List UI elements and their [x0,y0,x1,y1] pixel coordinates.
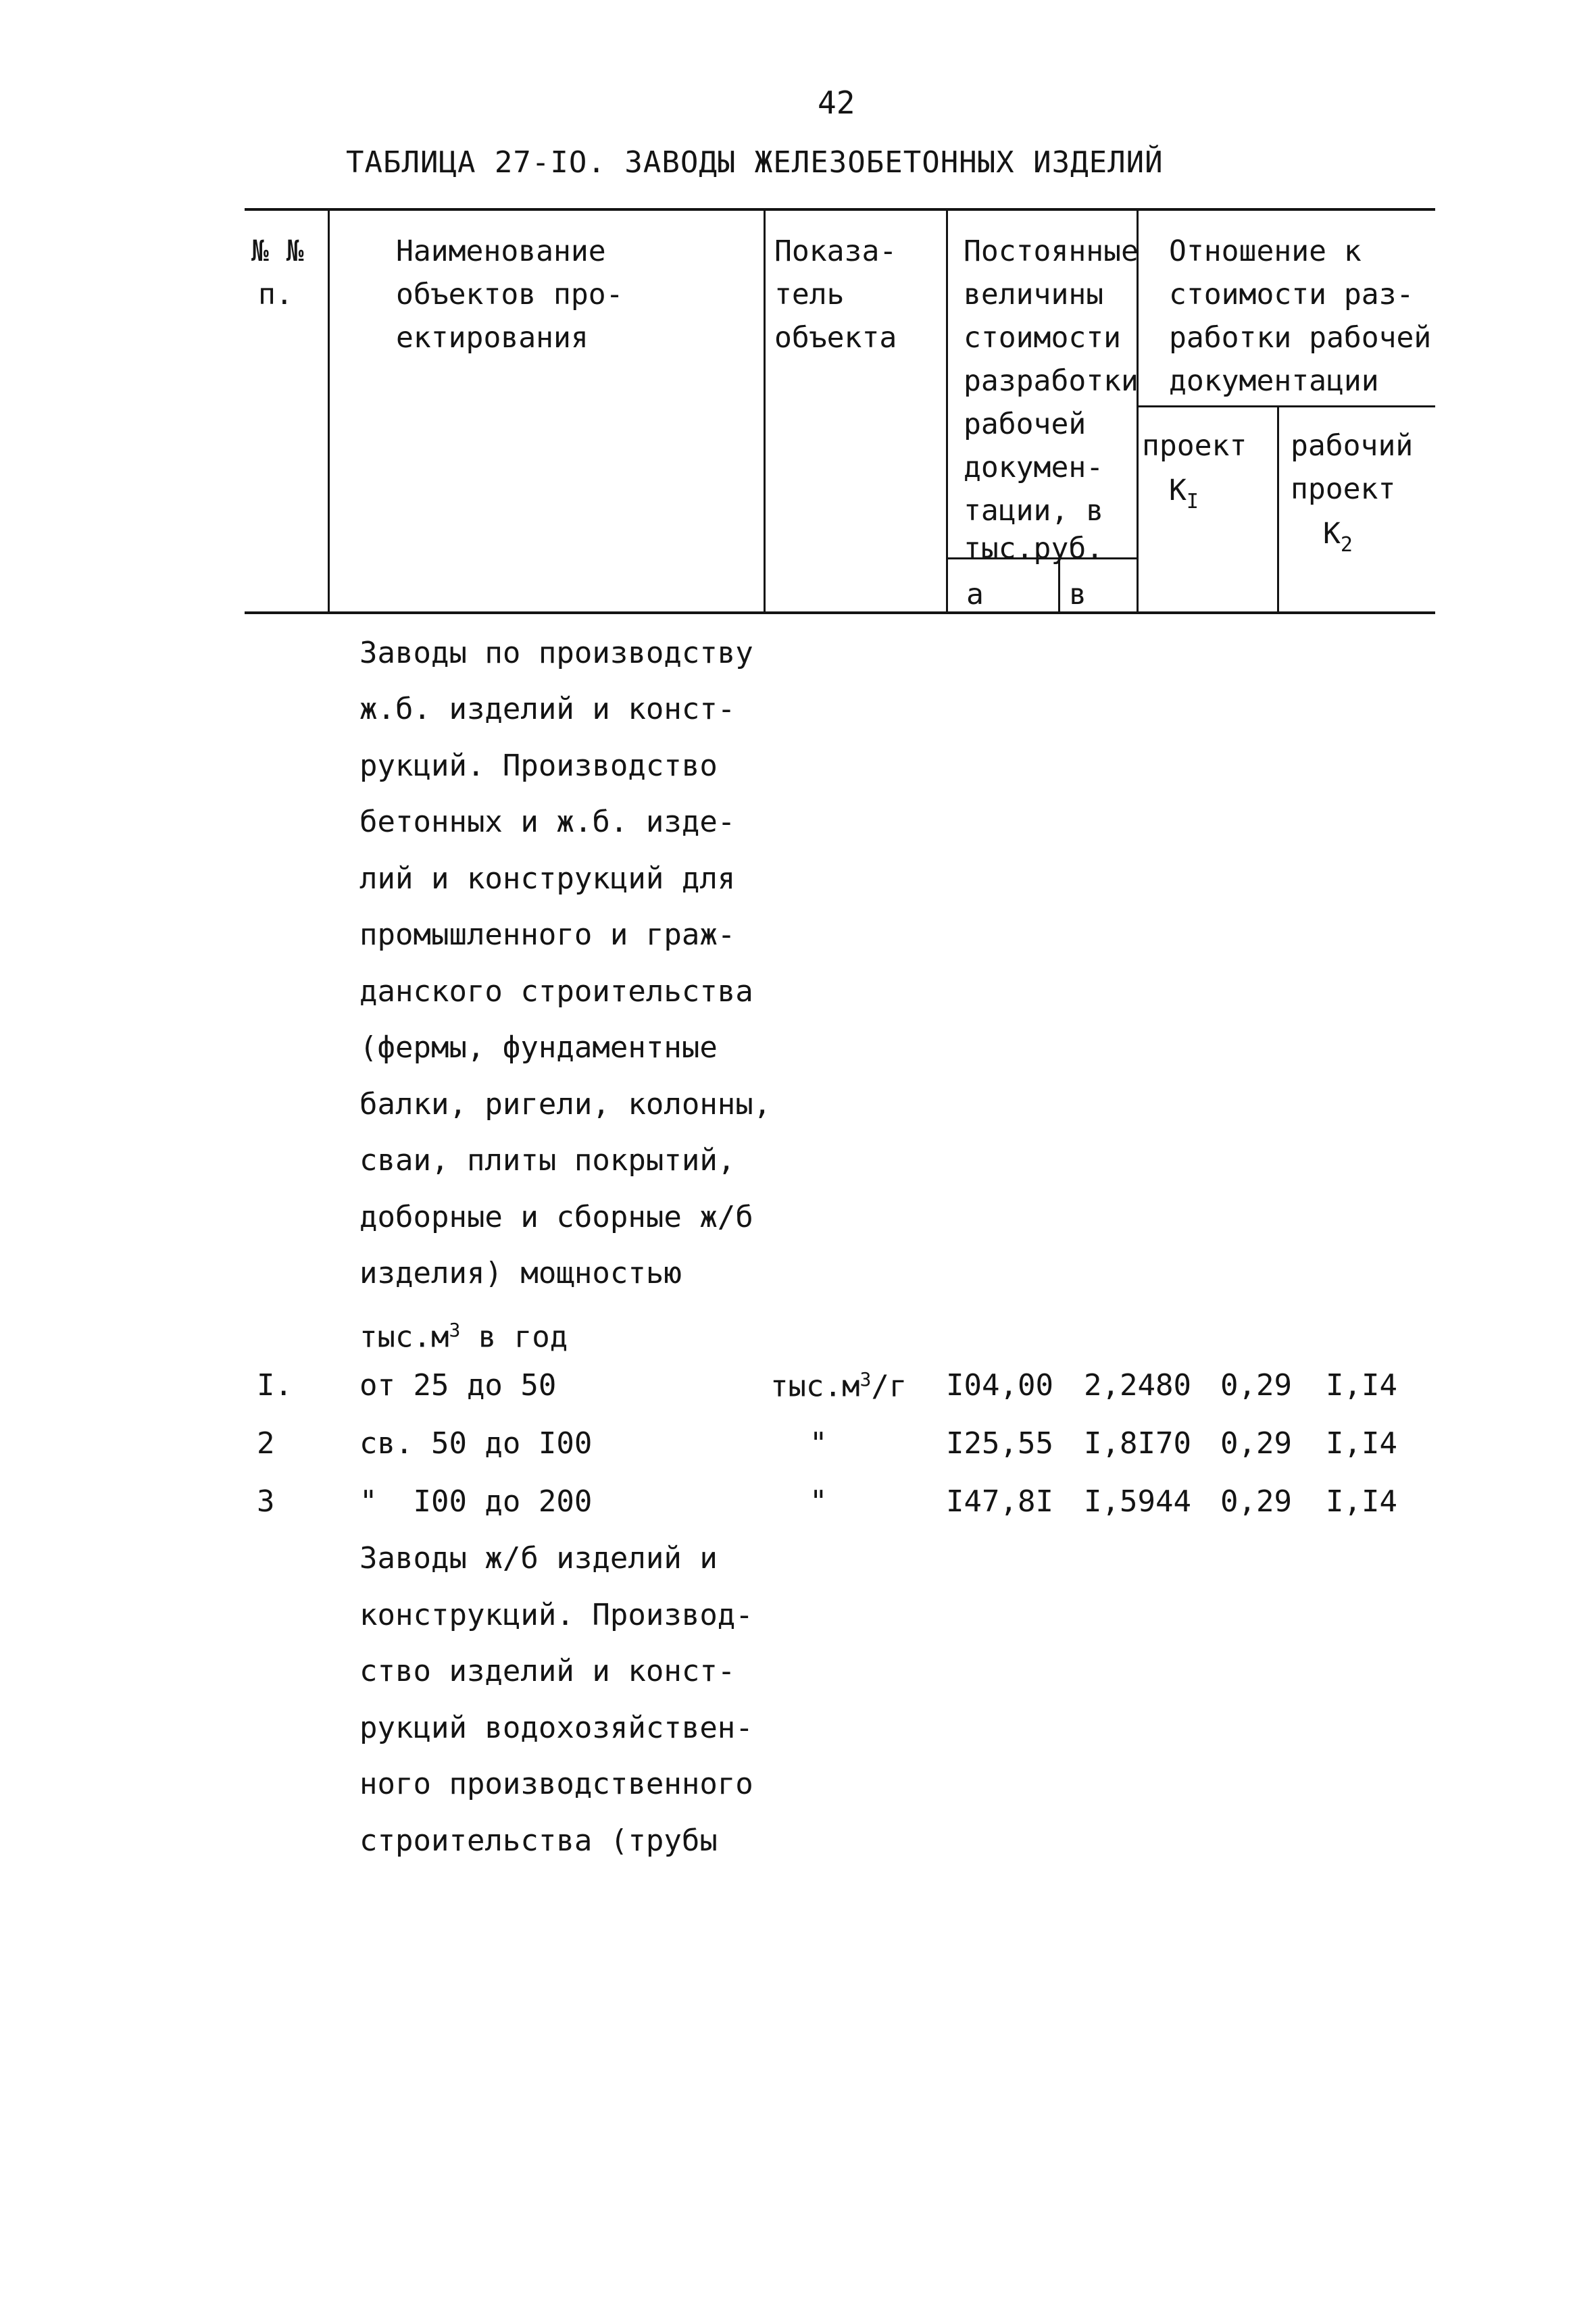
header-constants-line6: докумен- [964,451,1104,484]
section2-line: Заводы ж/б изделий и [359,1541,718,1576]
section1-line: промышленного и граж- [359,917,736,952]
header-indicator-line2: тель [774,278,845,311]
row-value-k1: 0,29 [1220,1426,1292,1461]
header-divider-1 [328,208,330,613]
row-name: от 25 до 50 [359,1368,557,1403]
section1-unit-line: $тыс.м^3$ в год [359,1319,568,1355]
row-value-b: 2,2480 [1084,1368,1191,1403]
header-divider-3 [946,208,948,613]
header-name-line2: объектов про- [396,278,624,311]
header-num-line1: № № [251,234,304,268]
header-constants-line5: рабочей [964,407,1087,441]
header-col-a: а [966,578,984,611]
section2-line: ного производственного [359,1767,753,1801]
header-num-line2: п. [258,278,293,311]
row-value-k2: I,I4 [1326,1368,1397,1403]
header-indicator-line3: объекта [774,321,897,355]
header-divider-2 [764,208,766,613]
header-k1-label: проект [1142,429,1247,463]
section2-line: конструкций. Производ- [359,1598,753,1632]
row-value-k2: I,I4 [1326,1426,1397,1461]
row-value-a: I47,8I [946,1484,1053,1519]
row-value-k1: 0,29 [1220,1368,1292,1403]
section1-line: рукций. Производство [359,749,718,783]
row-unit: " [809,1484,828,1519]
header-k2-symbol: $K_2$ [1323,517,1353,557]
row-num: I. [257,1368,293,1403]
header-bottom-rule [245,611,1435,614]
header-divider-5 [1277,405,1279,613]
header-constants-line1: Постоянные [964,234,1139,268]
section1-line: доборные и сборные ж/б [359,1200,753,1234]
row-num: 3 [257,1484,275,1519]
header-ratio-line1: Отношение к [1169,234,1362,268]
section2-line: рукций водохозяйствен- [359,1711,753,1745]
header-constants-line7: тации, в [964,494,1104,528]
section1-line: данского строительства [359,974,753,1009]
header-constants-line8: тыс.руб. [964,532,1104,565]
subheader-k-rule [1137,405,1435,407]
header-indicator-line1: Показа- [774,234,897,268]
row-value-a: I04,00 [946,1368,1053,1403]
header-col-b: в [1069,578,1087,611]
section2-line: строительства (трубы [359,1823,718,1858]
section1-line: бетонных и ж.б. изде- [359,805,736,839]
section1-line: ж.б. изделий и конст- [359,692,736,726]
row-unit: $тыс.м^3/г$ [770,1368,907,1404]
header-constants-line3: стоимости [964,321,1121,355]
page-number: 42 [818,84,855,121]
section1-line: балки, ригели, колонны, [359,1087,772,1122]
section1-line: сваи, плиты покрытий, [359,1143,736,1178]
row-value-b: I,8I70 [1084,1426,1191,1461]
section1-line: Заводы по производству [359,636,753,670]
table-title: ТАБЛИЦА 27-IO. ЗАВОДЫ ЖЕЛЕЗОБЕТОННЫХ ИЗДЕЛИЙ [346,145,1164,180]
row-value-k1: 0,29 [1220,1484,1292,1519]
header-top-rule [245,208,1435,211]
section1-line: лий и конструкций для [359,861,736,896]
section1-line: (фермы, фундаментные [359,1030,718,1065]
header-ratio-line4: документации [1169,364,1379,398]
row-unit: " [809,1426,828,1461]
header-name-line3: ектирования [396,321,589,355]
section2-line: ство изделий и конст- [359,1654,736,1688]
header-ratio-line3: работки рабочей [1169,321,1432,355]
row-value-b: I,5944 [1084,1484,1191,1519]
row-value-k2: I,I4 [1326,1484,1397,1519]
header-constants-line2: величины [964,278,1104,311]
section1-line: изделия) мощностью [359,1256,682,1290]
header-constants-line4: разработки [964,364,1139,398]
header-k2-label-line2: проект [1291,472,1396,506]
row-num: 2 [257,1426,275,1461]
row-value-a: I25,55 [946,1426,1053,1461]
header-name-line1: Наименование [396,234,606,268]
header-ratio-line2: стоимости раз- [1169,278,1414,311]
header-k1-symbol: $K_I$ [1169,474,1199,513]
row-name: св. 50 до I00 [359,1426,593,1461]
row-name: " I00 до 200 [359,1484,593,1519]
header-k2-label-line1: рабочий [1291,429,1414,463]
